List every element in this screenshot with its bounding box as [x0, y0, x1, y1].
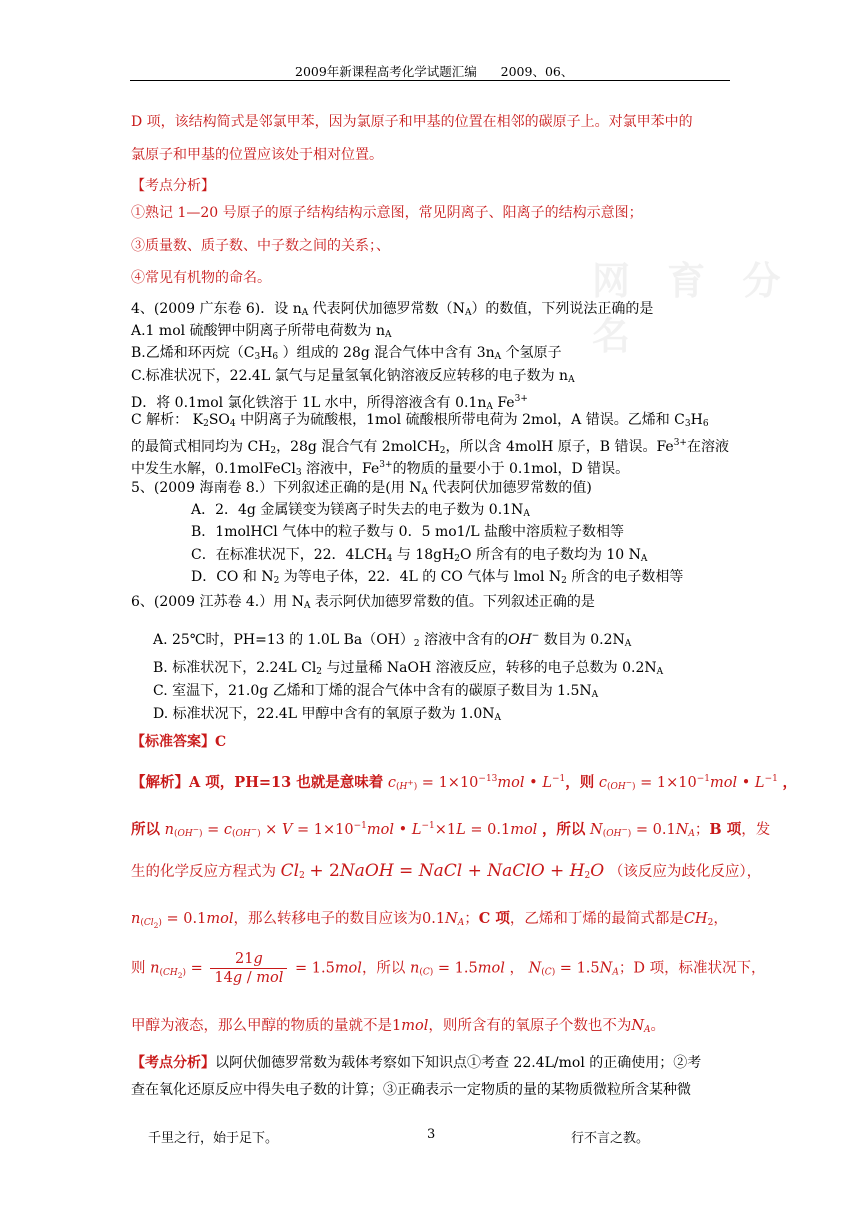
explanation-line5: 则 $n_{(CH_2)}$ = $\frac{21g}{\text{14g / mol}}$ = 1.5mol，所以 $n_{(C)} = 1.5mol$ ， $N_{(C)} = 1.5N_A$；D 项，标准状况下， — [131, 951, 766, 986]
explanation-line4: $n_{(Cl_2)} = 0.1mol$，那么转移电子的数目应该为$0.1N_A$；C 项，乙烯和丁烯的最简式都是$CH_2$， — [131, 910, 728, 930]
explanation-line1: 【解析】A 项，PH=13 也就是意味着 $c_{(H^+)} = 1\times 10^{-13}mol$ • $L^{-1}$，则 $c_{(OH^-)} = 1\times 10^{-1}mol$ • $L^{-1}$ ， — [131, 774, 797, 792]
analysis-line1: 【考点分析】以阿伏伽德罗常数为载体考察如下知识点①考查 22.4L/mol 的正确使用；②考 — [131, 1055, 702, 1071]
q6-option-b: B. 标准状况下，2.24L $Cl_2$ 与过量稀 NaOH 溶液反应，转移的电子总数为 $0.2N_A$ — [153, 660, 664, 677]
header-rule — [130, 80, 730, 81]
header-date: 2009、06、 — [500, 64, 574, 79]
analysis-line2: 查在氧化还原反应中得失电子数的计算；③正确表示一定物质的量的某物质微粒所含某种微 — [131, 1082, 691, 1098]
q5-option-c: C．在标准状况下，22．$4LCH_4$ 与 $18gH_2O$ 所含有的电子数均为 10 $N_A$ — [191, 547, 648, 564]
fraction-21g-over-14g-mol: $\frac{21g}{\text{14g / mol}}$ — [210, 950, 287, 987]
q6-option-d: D. 标准状况下，22.4L 甲醇中含有的氧原子数为 $1.0N_A$ — [153, 706, 502, 723]
q5-option-d: D．CO 和 $N_2$ 为等电子体，22．4L 的 CO 气体与 lmol $N_2$ 所含的电子数相等 — [191, 569, 684, 586]
header-title: 2009年新课程高考化学试题汇编 — [295, 64, 477, 79]
q4-option-c: C.标准状况下，22.4L 氯气与足量氢氧化钠溶液反应转移的电子数为 $n_A$ — [131, 368, 575, 385]
q5-option-b: B．1molHCl 气体中的粒子数与 0．5 mo1/L 盐酸中溶质粒子数相等 — [191, 524, 625, 540]
q6-stem: 6、(2009 江苏卷 4.）用 $N_A$ 表示阿伏加德罗常数的值。下列叙述正确的是 — [131, 594, 595, 611]
q4-option-a: A.1 mol 硫酸钾中阴离子所带电荷数为 $n_A$ — [131, 323, 392, 340]
q5-stem: 5、(2009 海南卷 8.）下列叙述正确的是(用 $N_A$ 代表阿伏加德罗常数的值) — [131, 480, 592, 497]
q6-option-a: A. 25℃时，PH=13 的 1.0L $Ba(OH)_2$ 溶液中含有的OH− 数目为 $0.2N_A$ — [153, 631, 632, 649]
watermark: 网 育 分 名 — [592, 258, 793, 358]
analysis-point-1: ①熟记 1—20 号原子的原子结构结构示意图，常见阴离子、阳离子的结构示意图； — [131, 205, 643, 221]
d-explanation-line1: D 项，该结构简式是邻氯甲苯，因为氯原子和甲基的位置在相邻的碳原子上。对氯甲苯中的 — [131, 114, 693, 130]
explanation-line3: 生的化学反应方程式为 $Cl_2$ + 2NaOH = NaCl + NaClO + $H_2O$ （该反应为歧化反应）， — [131, 861, 762, 881]
analysis-heading-1: 【考点分析】 — [131, 178, 215, 194]
page-number: 3 — [427, 1127, 436, 1142]
running-header — [295, 62, 573, 80]
standard-answer: 【标准答案】C — [131, 734, 227, 750]
q5-option-a: A．2．4g 金属镁变为镁离子时失去的电子数为 $0.1N_A$ — [191, 502, 530, 519]
analysis-point-4: ④常见有机物的命名。 — [131, 270, 271, 286]
q4-stem: 4、(2009 广东卷 6)．设 $n_A$ 代表阿伏加德罗常数$(N_A)$的数值，下列说法正确的是 — [131, 301, 654, 318]
q4-answer-line3: 中发生水解，0.1molFeCl$_3$ 溶液中，$Fe^{3+}$的物质的量要小于 0.1mol，D 错误。 — [131, 460, 630, 478]
analysis-point-3: ③质量数、质子数、中子数之间的关系；、 — [131, 238, 390, 254]
q4-answer-line1: C 解析： $K_2SO_4$ 中阴离子为硫酸根，1mol 硫酸根所带电荷为 2mol，A 错误。乙烯和 $C_3H_6$ — [131, 412, 709, 429]
explanation-line6: 甲醇为液态，那么甲醇的物质的量就不是1mol，则所含有的氧原子个数也不为$N_A$。 — [131, 1018, 666, 1035]
explanation-line2: 所以 $n_{(OH^-)} = c_{(OH^-)} \times V = 1\times 10^{-1}mol$ • $L^{-1}\times 1L = 0.1mol$ ，所以 $N_{(OH^-)} = 0.1N_A$；B 项，发 — [131, 821, 771, 839]
q4-option-b: B.乙烯和环丙烷（$C_3H_6$ ）组成的 28g 混合气体中含有 $3n_A$ 个氢原子 — [131, 345, 562, 362]
q6-option-c: C. 室温下，21.0g 乙烯和丁烯的混合气体中含有的碳原子数目为 $1.5N_A$ — [153, 683, 599, 700]
footer-left: 千里之行，始于足下。 — [148, 1131, 279, 1146]
q4-option-d: D．将 0.1mol 氯化铁溶于 1L 水中，所得溶液含有 $0.1n_A$ $Fe^{3+}$ — [131, 394, 528, 412]
q4-answer-line2: 的最简式相同均为 $CH_2$，28g 混合气有 2molCH$_2$，所以含 4molH 原子，B 错误。$Fe^{3+}$在溶液 — [131, 438, 729, 456]
d-explanation-line2: 氯原子和甲基的位置应该处于相对位置。 — [131, 147, 383, 163]
footer-right: 行不言之教。 — [571, 1131, 650, 1146]
